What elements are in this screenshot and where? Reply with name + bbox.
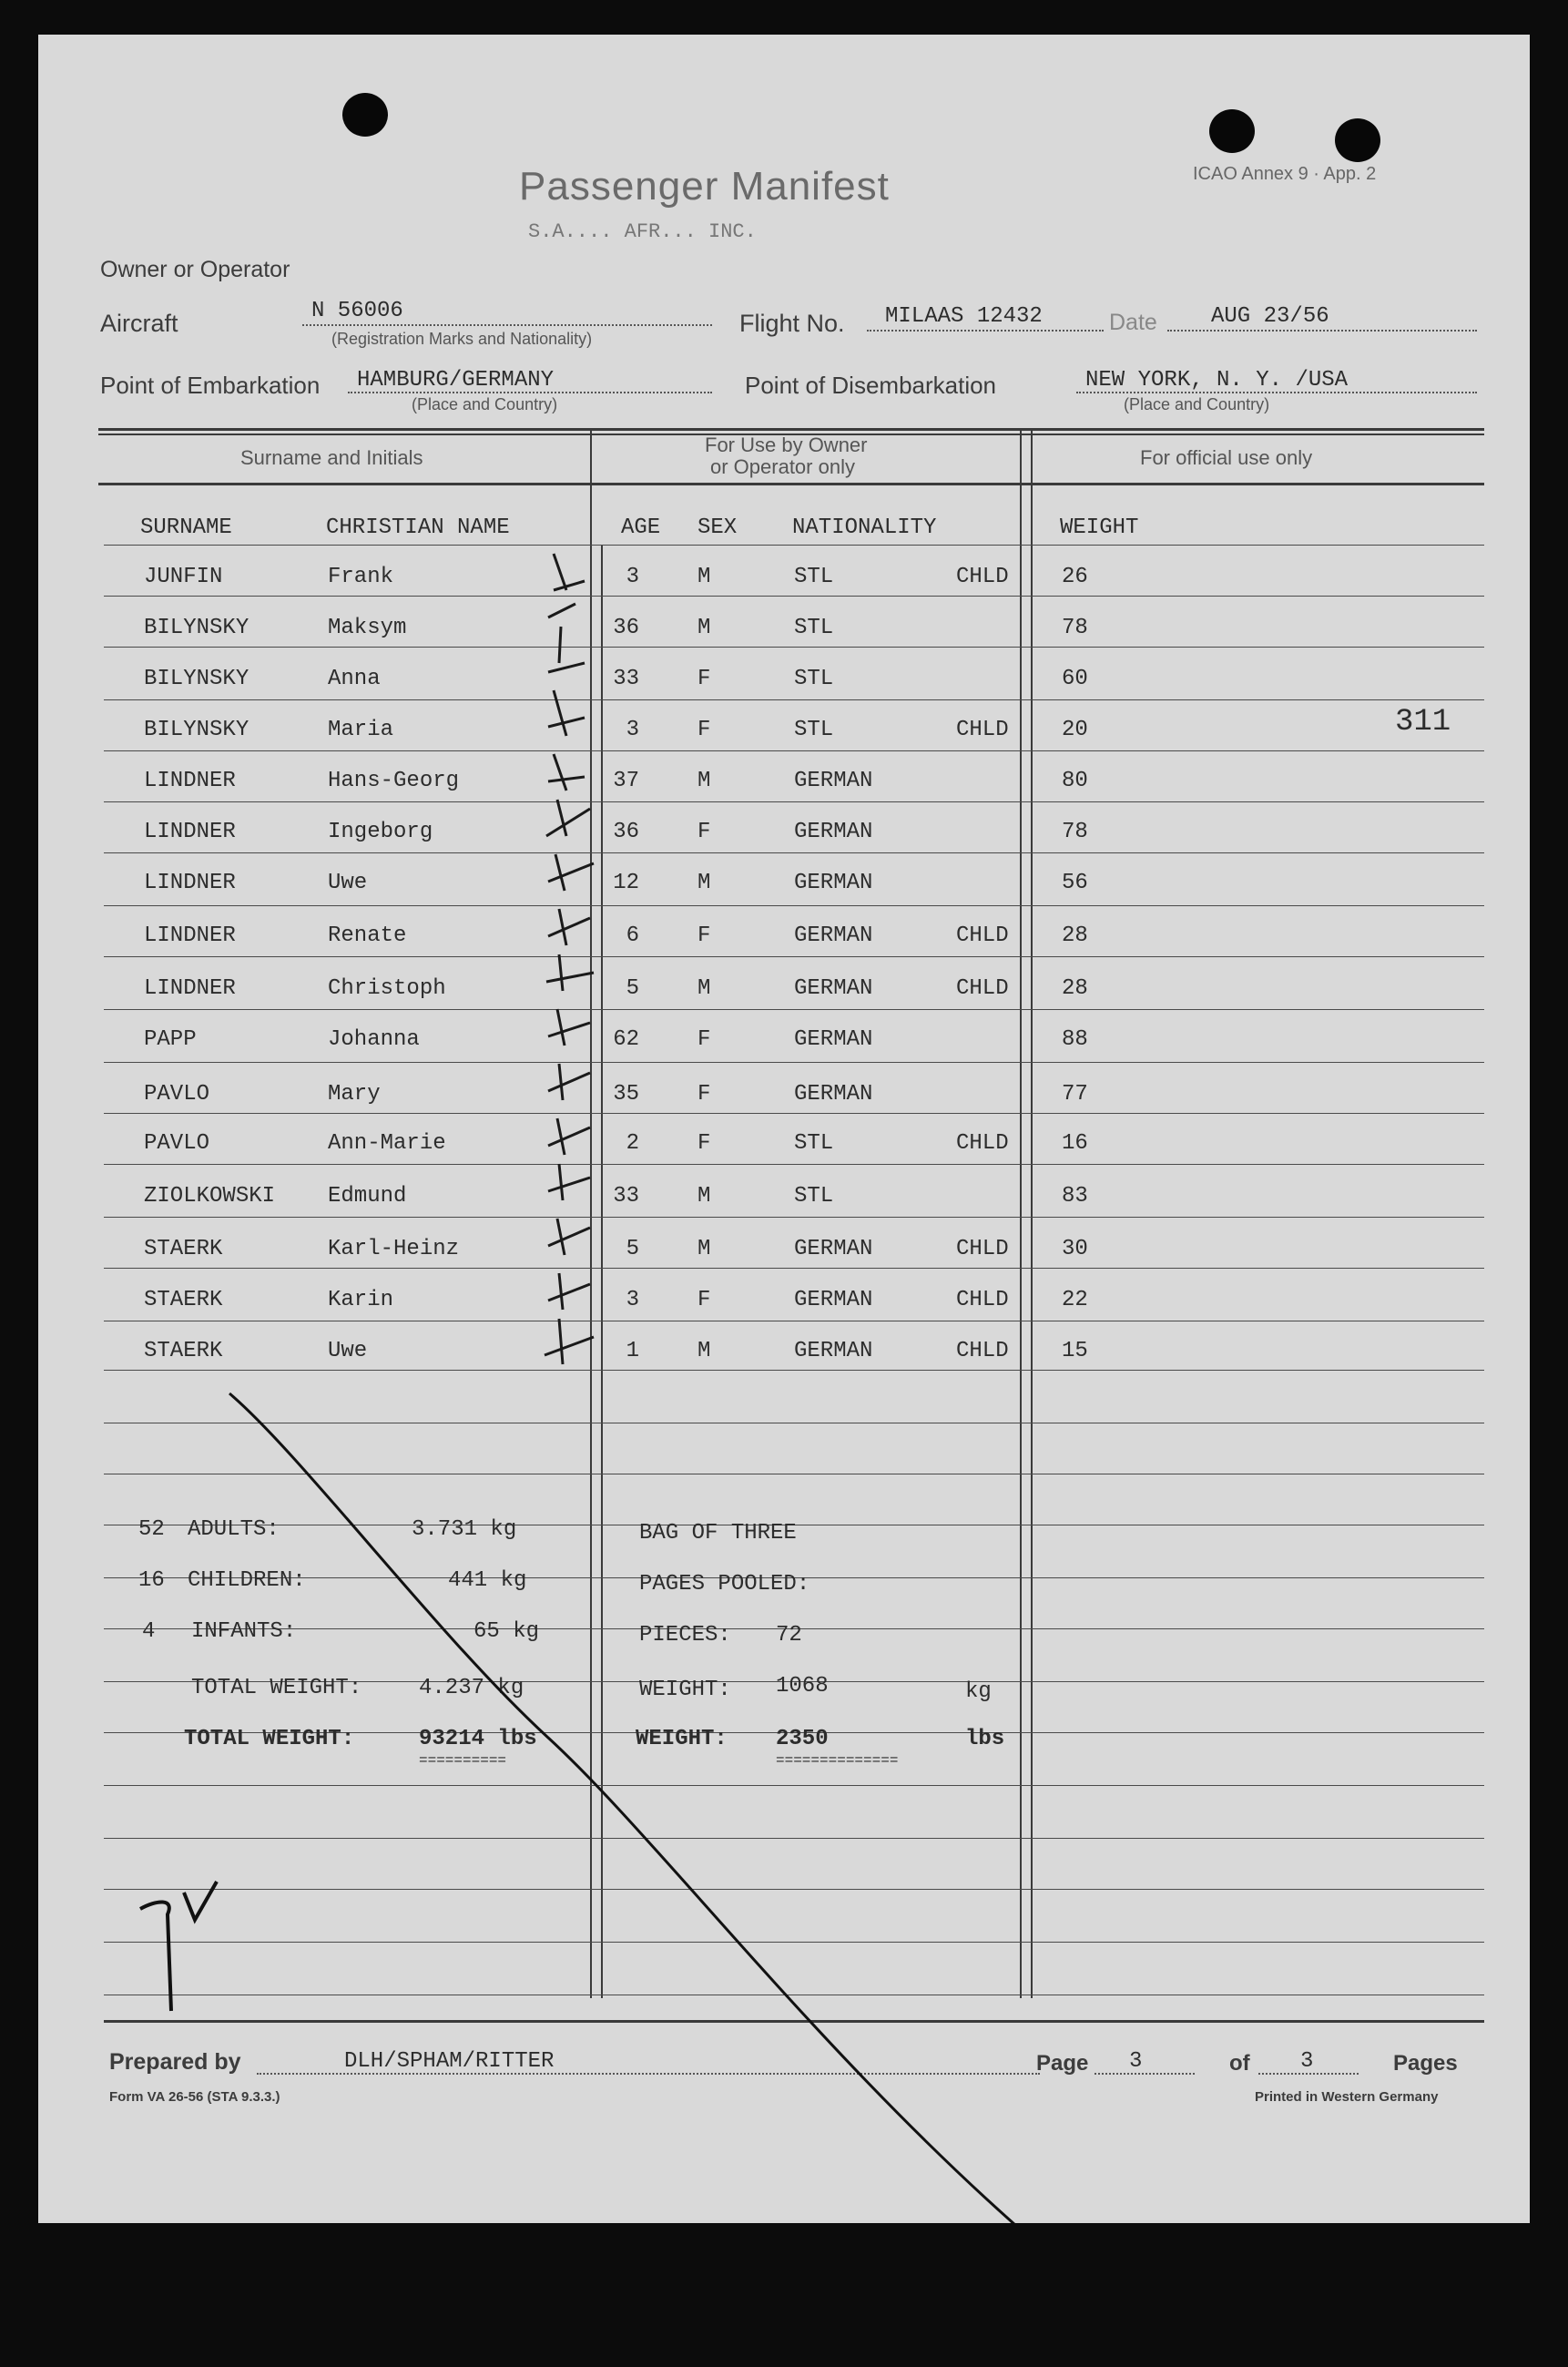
total-weight-kg: 4.237 kg [419, 1676, 524, 1700]
passenger-christian-name: Ann-Marie [328, 1131, 446, 1156]
passenger-sex: M [697, 1339, 711, 1363]
printed-in: Printed in Western Germany [1255, 2089, 1439, 2105]
passenger-surname: PAVLO [144, 1131, 210, 1156]
totals-underline: ========== [419, 1752, 507, 1769]
passenger-christian-name: Renate [328, 923, 407, 948]
passenger-weight: 77 [1062, 1082, 1088, 1107]
passenger-age: 3 [626, 718, 639, 742]
disembarkation-value: NEW YORK, N. Y. /USA [1085, 368, 1349, 393]
passenger-christian-name: Ingeborg [328, 820, 433, 844]
passenger-weight: 60 [1062, 667, 1088, 691]
flight-value: MILAAS 12432 [885, 304, 1043, 329]
passenger-weight: 78 [1062, 616, 1088, 640]
passenger-surname: LINDNER [144, 871, 236, 895]
passenger-surname: STAERK [144, 1339, 223, 1363]
passenger-sex: M [697, 976, 711, 1001]
passenger-nationality: GERMAN [794, 1339, 873, 1363]
infants-weight: 65 kg [473, 1619, 540, 1644]
passenger-christian-name: Anna [328, 667, 381, 691]
passenger-christian-name: Uwe [328, 871, 368, 895]
passenger-weight: 28 [1062, 976, 1088, 1001]
passenger-surname: LINDNER [144, 820, 236, 844]
passenger-nationality: STL [794, 667, 834, 691]
passenger-age: 36 [613, 616, 639, 640]
embarkation-value: HAMBURG/GERMANY [357, 368, 555, 393]
passenger-note: CHLD [956, 976, 1009, 1001]
surname-header: SURNAME [140, 515, 232, 540]
passenger-christian-name: Uwe [328, 1339, 368, 1363]
passenger-age: 12 [613, 871, 639, 895]
total-weight-lbs-label: TOTAL WEIGHT: [184, 1727, 355, 1751]
icao-reference: ICAO Annex 9 · App. 2 [1193, 164, 1377, 184]
passenger-surname: PAVLO [144, 1082, 210, 1107]
disembarkation-label: Point of Disembarkation [745, 372, 997, 399]
passenger-weight: 56 [1062, 871, 1088, 895]
passenger-surname: LINDNER [144, 923, 236, 948]
passenger-christian-name: Karl-Heinz [328, 1237, 460, 1261]
page-number: 311 [1395, 705, 1451, 740]
passenger-note: CHLD [956, 1131, 1009, 1156]
passenger-age: 3 [626, 565, 639, 589]
passenger-sex: F [697, 1027, 711, 1052]
passenger-sex: M [697, 565, 711, 589]
passenger-weight: 30 [1062, 1237, 1088, 1261]
passenger-christian-name: Maksym [328, 616, 407, 640]
infants-label: INFANTS: [191, 1619, 297, 1644]
passenger-weight: 20 [1062, 718, 1088, 742]
owner-column-header-2: or Operator only [710, 455, 855, 478]
embarkation-caption: (Place and Country) [412, 395, 558, 413]
aircraft-label: Aircraft [100, 310, 178, 337]
passenger-sex: F [697, 923, 711, 948]
passenger-sex: F [697, 1131, 711, 1156]
passenger-christian-name: Johanna [328, 1027, 420, 1052]
passenger-sex: M [697, 769, 711, 793]
adults-label: ADULTS: [188, 1517, 280, 1542]
carrier-typed: S.A.... AFR... INC. [528, 220, 757, 243]
disembarkation-caption: (Place and Country) [1124, 395, 1270, 413]
passenger-surname: ZIOLKOWSKI [144, 1184, 276, 1209]
passenger-sex: F [697, 1082, 711, 1107]
total-weight-kg-label: TOTAL WEIGHT: [191, 1676, 362, 1700]
passenger-weight: 28 [1062, 923, 1088, 948]
passenger-nationality: STL [794, 616, 834, 640]
passenger-note: CHLD [956, 1339, 1009, 1363]
baggage-underline: ============== [776, 1752, 899, 1769]
passenger-christian-name: Edmund [328, 1184, 407, 1209]
date-label: Date [1109, 310, 1157, 335]
passenger-christian-name: Christoph [328, 976, 446, 1001]
passenger-age: 33 [613, 667, 639, 691]
passenger-sex: M [697, 1237, 711, 1261]
passenger-age: 35 [613, 1082, 639, 1107]
passenger-note: CHLD [956, 1237, 1009, 1261]
passenger-christian-name: Karin [328, 1288, 394, 1312]
passenger-weight: 88 [1062, 1027, 1088, 1052]
passenger-surname: LINDNER [144, 976, 236, 1001]
passenger-surname: BILYNSKY [144, 616, 249, 640]
passenger-christian-name: Mary [328, 1082, 381, 1107]
baggage-weight-lbs-unit: lbs [965, 1727, 1005, 1751]
of-value: 3 [1300, 2049, 1314, 2074]
passenger-sex: F [697, 667, 711, 691]
baggage-line-2: PAGES POOLED: [639, 1572, 810, 1597]
passenger-nationality: STL [794, 565, 834, 589]
baggage-weight-kg: 1068 [776, 1674, 829, 1699]
passenger-surname: LINDNER [144, 769, 236, 793]
passenger-weight: 80 [1062, 769, 1088, 793]
passenger-christian-name: Hans-Georg [328, 769, 460, 793]
passenger-sex: F [697, 718, 711, 742]
form-code: Form VA 26-56 (STA 9.3.3.) [109, 2089, 280, 2105]
form-title: Passenger Manifest [519, 164, 890, 209]
total-weight-lbs: 93214 lbs [419, 1727, 537, 1751]
passenger-christian-name: Frank [328, 565, 394, 589]
baggage-weight-lbs: 2350 [776, 1727, 829, 1751]
passenger-nationality: GERMAN [794, 871, 873, 895]
aircraft-value: N 56006 [311, 299, 403, 323]
pen-marks [38, 35, 1530, 2223]
passenger-age: 1 [626, 1339, 639, 1363]
manifest-sheet [38, 35, 1530, 2223]
passenger-weight: 78 [1062, 820, 1088, 844]
passenger-weight: 15 [1062, 1339, 1088, 1363]
owner-column-header: For Use by Owner [705, 434, 868, 456]
baggage-weight-kg-unit: kg [965, 1679, 992, 1704]
passenger-nationality: GERMAN [794, 1027, 873, 1052]
embarkation-label: Point of Embarkation [100, 372, 321, 399]
christian-name-header: CHRISTIAN NAME [326, 515, 510, 540]
passenger-note: CHLD [956, 923, 1009, 948]
of-label: of [1229, 2051, 1250, 2076]
passenger-sex: F [697, 1288, 711, 1312]
passenger-weight: 16 [1062, 1131, 1088, 1156]
page-label: Page [1036, 2051, 1089, 2076]
age-header: AGE [621, 515, 661, 540]
passenger-sex: M [697, 616, 711, 640]
passenger-sex: M [697, 1184, 711, 1209]
passenger-surname: BILYNSKY [144, 667, 249, 691]
baggage-weight-lbs-label: WEIGHT: [636, 1727, 728, 1751]
passenger-age: 6 [626, 923, 639, 948]
passenger-nationality: GERMAN [794, 769, 873, 793]
passenger-surname: STAERK [144, 1237, 223, 1261]
passenger-age: 36 [613, 820, 639, 844]
prepared-by-label: Prepared by [109, 2049, 241, 2075]
passenger-christian-name: Maria [328, 718, 394, 742]
surname-column-header: Surname and Initials [240, 446, 423, 469]
owner-label: Owner or Operator [100, 257, 290, 282]
passenger-age: 5 [626, 976, 639, 1001]
passenger-weight: 83 [1062, 1184, 1088, 1209]
passenger-nationality: GERMAN [794, 1082, 873, 1107]
passenger-nationality: STL [794, 1131, 834, 1156]
passenger-surname: BILYNSKY [144, 718, 249, 742]
passenger-surname: PAPP [144, 1027, 197, 1052]
passenger-surname: STAERK [144, 1288, 223, 1312]
page-value: 3 [1129, 2049, 1143, 2074]
passenger-age: 37 [613, 769, 639, 793]
passenger-nationality: GERMAN [794, 923, 873, 948]
passenger-nationality: STL [794, 1184, 834, 1209]
passenger-age: 3 [626, 1288, 639, 1312]
passenger-note: CHLD [956, 718, 1009, 742]
weight-header: WEIGHT [1060, 515, 1139, 540]
flight-label: Flight No. [739, 310, 845, 337]
passenger-sex: M [697, 871, 711, 895]
nationality-header: NATIONALITY [792, 515, 937, 540]
adults-weight: 3.731 kg [412, 1517, 517, 1542]
infants-count: 4 [142, 1619, 156, 1644]
passenger-nationality: STL [794, 718, 834, 742]
passenger-nationality: GERMAN [794, 1237, 873, 1261]
passenger-nationality: GERMAN [794, 820, 873, 844]
pieces-value: 72 [776, 1623, 802, 1648]
passenger-age: 62 [613, 1027, 639, 1052]
passenger-surname: JUNFIN [144, 565, 223, 589]
children-count: 16 [138, 1568, 165, 1593]
adults-count: 52 [138, 1517, 165, 1542]
sex-header: SEX [697, 515, 738, 540]
official-column-header: For official use only [1140, 446, 1313, 469]
passenger-nationality: GERMAN [794, 976, 873, 1001]
passenger-nationality: GERMAN [794, 1288, 873, 1312]
children-weight: 441 kg [448, 1568, 527, 1593]
baggage-weight-kg-label: WEIGHT: [639, 1678, 731, 1702]
passenger-sex: F [697, 820, 711, 844]
passenger-note: CHLD [956, 1288, 1009, 1312]
baggage-line-1: BAG OF THREE [639, 1521, 797, 1546]
aircraft-caption: (Registration Marks and Nationality) [331, 330, 593, 348]
passenger-age: 2 [626, 1131, 639, 1156]
date-value: AUG 23/56 [1211, 304, 1329, 329]
passenger-note: CHLD [956, 565, 1009, 589]
passenger-age: 33 [613, 1184, 639, 1209]
children-label: CHILDREN: [188, 1568, 306, 1593]
pages-label: Pages [1393, 2051, 1458, 2076]
passenger-age: 5 [626, 1237, 639, 1261]
prepared-by-value: DLH/SPHAM/RITTER [344, 2049, 555, 2074]
passenger-weight: 22 [1062, 1288, 1088, 1312]
pieces-label: PIECES: [639, 1623, 731, 1648]
passenger-weight: 26 [1062, 565, 1088, 589]
